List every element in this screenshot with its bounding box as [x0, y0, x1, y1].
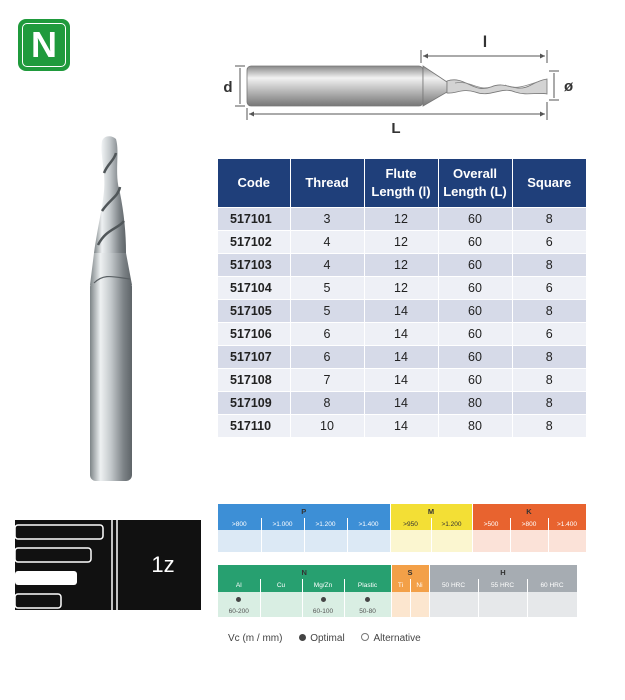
sub-label: 60 HRC	[527, 579, 577, 592]
group-s: S	[391, 565, 429, 579]
cell-thread: 4	[290, 254, 364, 277]
table-row	[218, 323, 586, 346]
cell-overall-length: 60	[438, 231, 512, 254]
materials-table-bottom	[218, 565, 578, 617]
optimal-dot-icon	[236, 597, 241, 602]
cell-thread: 5	[290, 277, 364, 300]
cell-code: 517104	[218, 277, 290, 300]
cell-code: 517101	[218, 208, 290, 231]
legend-optimal: Optimal	[299, 633, 344, 644]
cell-code: 517109	[218, 392, 290, 415]
vc-value: 60-200	[218, 605, 260, 617]
group-h: H	[429, 565, 577, 579]
table-row	[218, 346, 586, 369]
table-header-row	[218, 159, 586, 208]
cell-thread: 4	[290, 231, 364, 254]
sub-label: >950	[390, 518, 431, 530]
cell-square: 8	[512, 392, 586, 415]
cell-code: 517110	[218, 415, 290, 438]
group-n: N	[218, 565, 391, 579]
table-row	[218, 369, 586, 392]
sub-label: Ni	[410, 579, 429, 592]
label-shank-diameter: d	[223, 79, 233, 96]
open-circle-icon	[361, 633, 369, 641]
sub-label: >1.200	[304, 518, 347, 530]
cell-square: 8	[512, 415, 586, 438]
cell-thread: 10	[290, 415, 364, 438]
cell-flute-length: 12	[364, 277, 438, 300]
sub-label: >500	[472, 518, 510, 530]
cell-overall-length: 60	[438, 346, 512, 369]
cell-thread: 5	[290, 300, 364, 323]
cell-code: 517108	[218, 369, 290, 392]
cell-flute-length: 14	[364, 392, 438, 415]
group-m: M	[390, 504, 472, 518]
label-cutting-diameter: ø	[564, 78, 574, 95]
cell-flute-length: 12	[364, 208, 438, 231]
tool-dimension-drawing	[215, 30, 585, 140]
table-row	[218, 231, 586, 254]
optimal-dot-icon	[321, 597, 326, 602]
cell-overall-length: 80	[438, 392, 512, 415]
cell-square: 6	[512, 277, 586, 300]
cell-square: 8	[512, 300, 586, 323]
cell-square: 6	[512, 231, 586, 254]
label-overall-length: L	[391, 120, 401, 137]
group-k: K	[472, 504, 586, 518]
cell-code: 517106	[218, 323, 290, 346]
header-thread: Thread	[290, 159, 364, 208]
table-row	[218, 254, 586, 277]
cell-flute-length: 12	[364, 231, 438, 254]
cell-flute-length: 14	[364, 300, 438, 323]
table-row	[218, 300, 586, 323]
tool-bars-icon	[15, 520, 125, 610]
cell-overall-length: 60	[438, 254, 512, 277]
cell-flute-length: 14	[364, 415, 438, 438]
cell-flute-length: 14	[364, 346, 438, 369]
flute-count-label: 1z	[151, 552, 175, 577]
cell-square: 8	[512, 208, 586, 231]
table-row	[218, 392, 586, 415]
cell-overall-length: 60	[438, 208, 512, 231]
materials-table-top	[218, 504, 587, 552]
legend-vc: Vc (m / mm)	[228, 633, 283, 644]
cell-thread: 6	[290, 323, 364, 346]
cell-thread: 7	[290, 369, 364, 392]
cell-square: 8	[512, 369, 586, 392]
sub-label: >1.200	[431, 518, 472, 530]
table-row	[218, 208, 586, 231]
group-p: P	[218, 504, 390, 518]
sub-label: Al	[218, 579, 260, 592]
header-flute-length: Flute Length (l)	[364, 159, 438, 208]
optimal-dot-icon	[365, 597, 370, 602]
end-mill-image	[80, 133, 140, 485]
specification-table	[218, 159, 586, 437]
sub-label: >800	[218, 518, 261, 530]
sub-label: Ti	[391, 579, 410, 592]
sub-label: 55 HRC	[478, 579, 527, 592]
material-group-n-badge	[18, 19, 70, 71]
sub-label: >1.400	[347, 518, 390, 530]
cell-thread: 8	[290, 392, 364, 415]
cell-overall-length: 60	[438, 323, 512, 346]
table-row	[218, 415, 586, 438]
sub-label: >800	[510, 518, 548, 530]
cell-square: 8	[512, 346, 586, 369]
sub-label: 50 HRC	[429, 579, 478, 592]
sub-label: Plastic	[344, 579, 391, 592]
badge-letter: N	[22, 23, 66, 67]
cell-code: 517102	[218, 231, 290, 254]
filled-dot-icon	[299, 634, 306, 641]
cell-square: 8	[512, 254, 586, 277]
cell-flute-length: 14	[364, 369, 438, 392]
header-square: Square	[512, 159, 586, 208]
vc-value	[260, 605, 302, 617]
label-flute-length: l	[482, 34, 488, 51]
vc-value: 60-100	[302, 605, 344, 617]
vc-value: 50-80	[344, 605, 391, 617]
cell-thread: 6	[290, 346, 364, 369]
cell-overall-length: 60	[438, 300, 512, 323]
sub-label: Mg/Zn	[302, 579, 344, 592]
cell-code: 517105	[218, 300, 290, 323]
cell-flute-length: 12	[364, 254, 438, 277]
sub-label: Cu	[260, 579, 302, 592]
cell-thread: 3	[290, 208, 364, 231]
cell-overall-length: 60	[438, 369, 512, 392]
header-overall-length: Overall Length (L)	[438, 159, 512, 208]
cell-overall-length: 60	[438, 277, 512, 300]
cell-flute-length: 14	[364, 323, 438, 346]
cell-square: 6	[512, 323, 586, 346]
legend	[228, 633, 435, 644]
cell-code: 517103	[218, 254, 290, 277]
sub-label: >1.400	[548, 518, 586, 530]
header-code: Code	[218, 159, 290, 208]
legend-alternative: Alternative	[361, 633, 420, 644]
flute-count-icon	[15, 520, 201, 610]
cell-code: 517107	[218, 346, 290, 369]
table-row	[218, 277, 586, 300]
cell-overall-length: 80	[438, 415, 512, 438]
sub-label: >1.000	[261, 518, 304, 530]
